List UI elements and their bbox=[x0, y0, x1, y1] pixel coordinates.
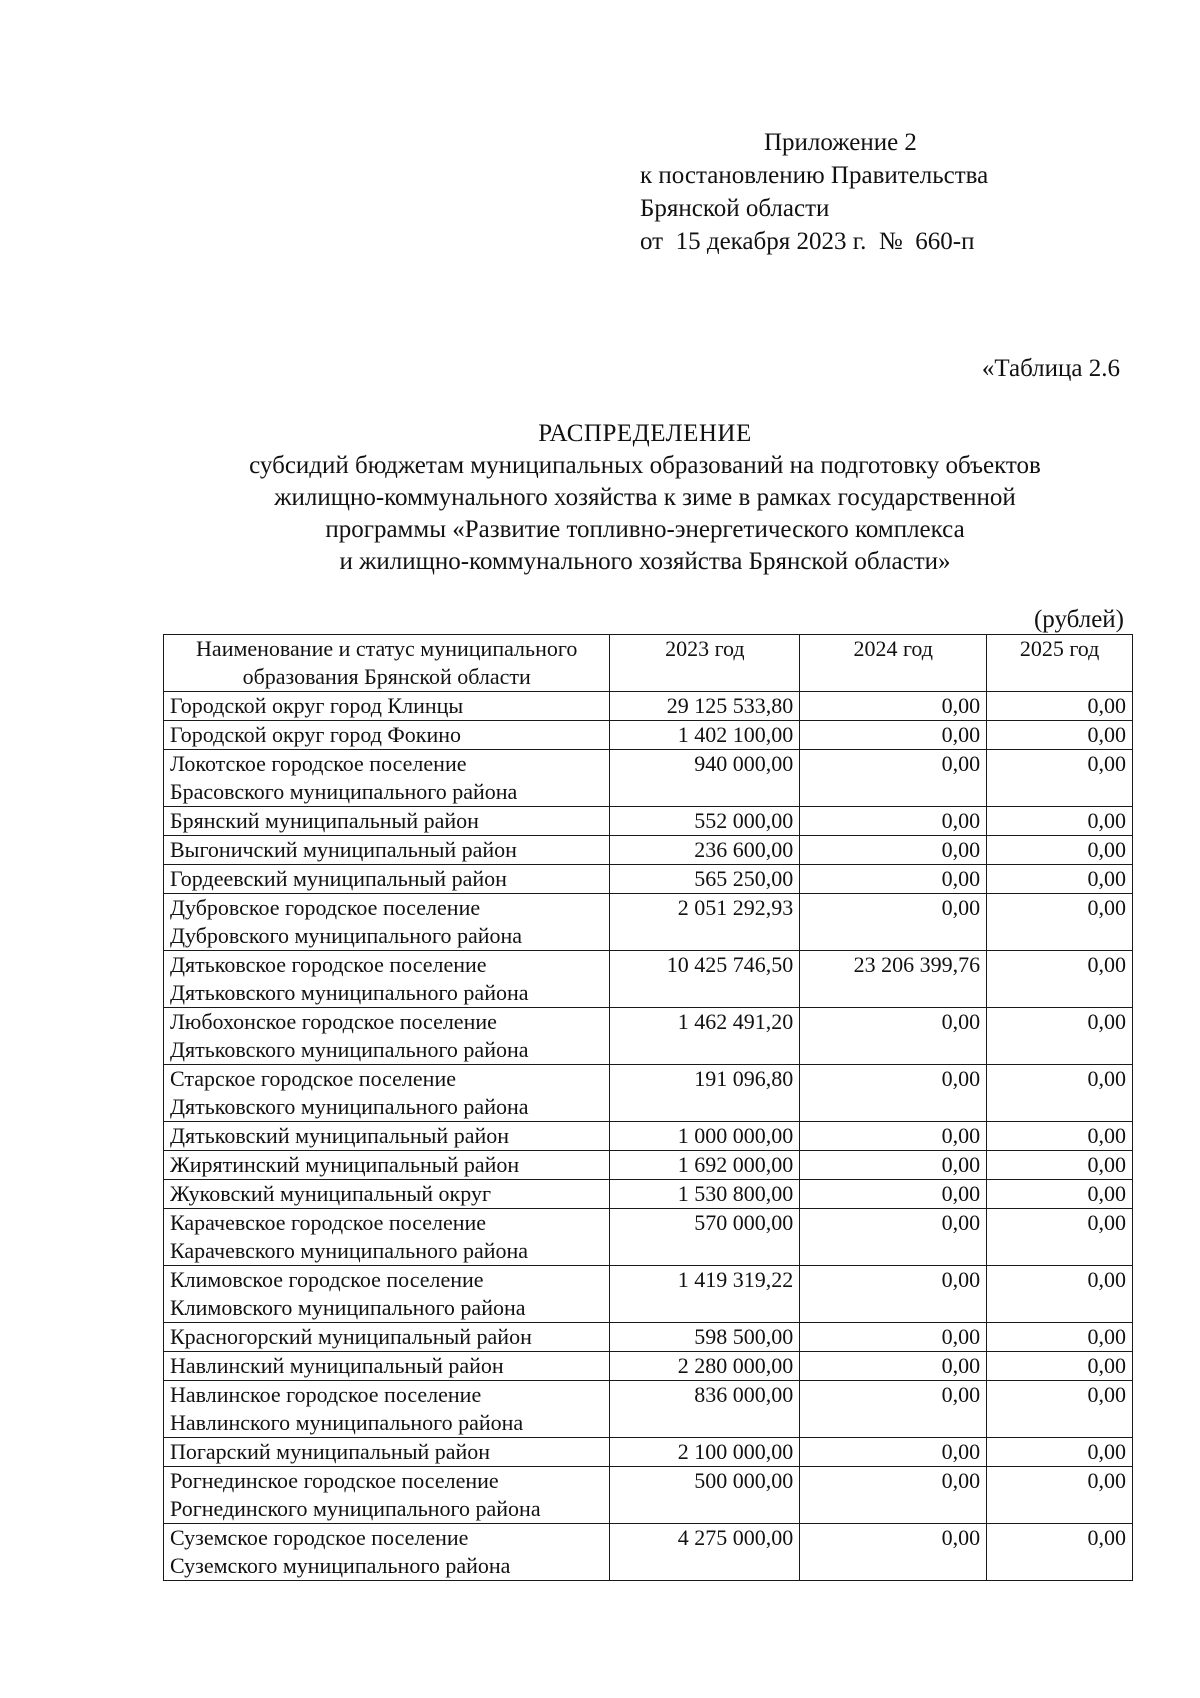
municipality-cell: Климовское городское поселение Климовского муниципального района bbox=[164, 1266, 610, 1323]
table-row bbox=[164, 1122, 1133, 1151]
value-2025-cell: 0,00 bbox=[987, 951, 1133, 1008]
value-2025-cell: 0,00 bbox=[987, 1180, 1133, 1209]
value-2025-cell: 0,00 bbox=[987, 1065, 1133, 1122]
value-2025-cell: 0,00 bbox=[987, 1151, 1133, 1180]
municipality-cell: Погарский муниципальный район bbox=[164, 1438, 610, 1467]
municipality-cell: Жуковский муниципальный округ bbox=[164, 1180, 610, 1209]
value-2023-cell: 500 000,00 bbox=[610, 1467, 800, 1524]
value-2024-cell: 0,00 bbox=[800, 1467, 987, 1524]
municipality-cell: Брянский муниципальный район bbox=[164, 807, 610, 836]
units-label: (рублей) bbox=[1033, 606, 1124, 633]
municipality-cell: Выгоничский муниципальный район bbox=[164, 836, 610, 865]
heading-line-4: и жилищно-коммунального хозяйства Брянской области» bbox=[339, 548, 951, 575]
value-2023-cell: 10 425 746,50 bbox=[610, 951, 800, 1008]
value-2025-cell: 0,00 bbox=[987, 1524, 1133, 1581]
value-2024-cell: 0,00 bbox=[800, 1008, 987, 1065]
table-row bbox=[164, 692, 1133, 721]
value-2024-cell: 0,00 bbox=[800, 1381, 987, 1438]
value-2024-cell: 0,00 bbox=[800, 1266, 987, 1323]
value-2024-cell: 0,00 bbox=[800, 1180, 987, 1209]
municipality-cell: Красногорский муниципальный район bbox=[164, 1323, 610, 1352]
table-row bbox=[164, 1151, 1133, 1180]
heading-line-3: программы «Развитие топливно-энергетического комплекса bbox=[325, 516, 965, 543]
value-2023-cell: 1 402 100,00 bbox=[610, 721, 800, 750]
municipality-cell: Карачевское городское поселение Карачевского муниципального района bbox=[164, 1209, 610, 1266]
municipality-cell: Дубровское городское поселение Дубровского муниципального района bbox=[164, 894, 610, 951]
value-2023-cell: 570 000,00 bbox=[610, 1209, 800, 1266]
municipality-cell: Старское городское поселение Дятьковского муниципального района bbox=[164, 1065, 610, 1122]
value-2024-cell: 0,00 bbox=[800, 1352, 987, 1381]
appendix-line-2: Брянской области bbox=[640, 195, 830, 222]
value-2025-cell: 0,00 bbox=[987, 1381, 1133, 1438]
table-row bbox=[164, 1323, 1133, 1352]
value-2025-cell: 0,00 bbox=[987, 894, 1133, 951]
appendix-line-1: к постановлению Правительства bbox=[640, 162, 989, 189]
value-2023-cell: 236 600,00 bbox=[610, 836, 800, 865]
table-row bbox=[164, 750, 1133, 807]
value-2023-cell: 598 500,00 bbox=[610, 1323, 800, 1352]
table-reference: «Таблица 2.6 bbox=[981, 355, 1120, 382]
value-2024-cell: 0,00 bbox=[800, 1323, 987, 1352]
value-2025-cell: 0,00 bbox=[987, 1122, 1133, 1151]
value-2024-cell: 0,00 bbox=[800, 750, 987, 807]
value-2025-cell: 0,00 bbox=[987, 1467, 1133, 1524]
value-2025-cell: 0,00 bbox=[987, 1352, 1133, 1381]
value-2024-cell: 0,00 bbox=[800, 894, 987, 951]
value-2024-cell: 0,00 bbox=[800, 1438, 987, 1467]
value-2024-cell: 0,00 bbox=[800, 865, 987, 894]
value-2024-cell: 0,00 bbox=[800, 1209, 987, 1266]
value-2025-cell: 0,00 bbox=[987, 1438, 1133, 1467]
table-row bbox=[164, 1438, 1133, 1467]
value-2023-cell: 1 530 800,00 bbox=[610, 1180, 800, 1209]
municipality-cell: Жирятинский муниципальный район bbox=[164, 1151, 610, 1180]
table-row bbox=[164, 1065, 1133, 1122]
municipality-cell: Локотское городское поселение Брасовского муниципального района bbox=[164, 750, 610, 807]
header-2023: 2023 год bbox=[610, 635, 800, 692]
value-2025-cell: 0,00 bbox=[987, 721, 1133, 750]
value-2025-cell: 0,00 bbox=[987, 1266, 1133, 1323]
header-2024: 2024 год bbox=[800, 635, 987, 692]
municipality-cell: Навлинское городское поселение Навлинского муниципального района bbox=[164, 1381, 610, 1438]
distribution-table bbox=[163, 634, 1133, 1581]
table-body bbox=[164, 692, 1133, 1581]
value-2023-cell: 940 000,00 bbox=[610, 750, 800, 807]
municipality-cell: Городской округ город Клинцы bbox=[164, 692, 610, 721]
value-2025-cell: 0,00 bbox=[987, 1209, 1133, 1266]
table-row bbox=[164, 807, 1133, 836]
table-row bbox=[164, 1352, 1133, 1381]
municipality-cell: Суземское городское поселение Суземского муниципального района bbox=[164, 1524, 610, 1581]
table-row bbox=[164, 1266, 1133, 1323]
table-row bbox=[164, 1180, 1133, 1209]
value-2023-cell: 836 000,00 bbox=[610, 1381, 800, 1438]
appendix-block bbox=[640, 126, 988, 258]
heading-line-1: субсидий бюджетам муниципальных образований на подготовку объектов bbox=[249, 452, 1041, 479]
municipality-cell: Дятьковский муниципальный район bbox=[164, 1122, 610, 1151]
table-row bbox=[164, 1381, 1133, 1438]
value-2023-cell: 29 125 533,80 bbox=[610, 692, 800, 721]
value-2023-cell: 191 096,80 bbox=[610, 1065, 800, 1122]
value-2023-cell: 1 419 319,22 bbox=[610, 1266, 800, 1323]
value-2025-cell: 0,00 bbox=[987, 750, 1133, 807]
value-2024-cell: 0,00 bbox=[800, 1065, 987, 1122]
heading-title: РАСПРЕДЕЛЕНИЕ bbox=[538, 420, 752, 447]
value-2025-cell: 0,00 bbox=[987, 1323, 1133, 1352]
header-municipality: Наименование и статус муниципального образования Брянской области bbox=[164, 635, 610, 692]
appendix-title: Приложение 2 bbox=[764, 129, 917, 156]
value-2023-cell: 552 000,00 bbox=[610, 807, 800, 836]
value-2023-cell: 565 250,00 bbox=[610, 865, 800, 894]
value-2025-cell: 0,00 bbox=[987, 692, 1133, 721]
table-header-row bbox=[164, 635, 1133, 692]
value-2024-cell: 23 206 399,76 bbox=[800, 951, 987, 1008]
municipality-cell: Рогнединское городское поселение Рогнединского муниципального района bbox=[164, 1467, 610, 1524]
municipality-cell: Дятьковское городское поселение Дятьковского муниципального района bbox=[164, 951, 610, 1008]
value-2025-cell: 0,00 bbox=[987, 807, 1133, 836]
value-2024-cell: 0,00 bbox=[800, 1151, 987, 1180]
value-2024-cell: 0,00 bbox=[800, 692, 987, 721]
value-2023-cell: 2 100 000,00 bbox=[610, 1438, 800, 1467]
document-heading bbox=[150, 418, 1140, 578]
value-2024-cell: 0,00 bbox=[800, 1524, 987, 1581]
table-row bbox=[164, 836, 1133, 865]
appendix-line-3: от 15 декабря 2023 г. № 660-п bbox=[640, 228, 975, 255]
table-row bbox=[164, 1524, 1133, 1581]
value-2023-cell: 2 051 292,93 bbox=[610, 894, 800, 951]
value-2023-cell: 2 280 000,00 bbox=[610, 1352, 800, 1381]
header-2025: 2025 год bbox=[987, 635, 1133, 692]
value-2024-cell: 0,00 bbox=[800, 836, 987, 865]
municipality-cell: Любохонское городское поселение Дятьковского муниципального района bbox=[164, 1008, 610, 1065]
value-2025-cell: 0,00 bbox=[987, 865, 1133, 894]
value-2023-cell: 1 462 491,20 bbox=[610, 1008, 800, 1065]
table-row bbox=[164, 951, 1133, 1008]
value-2025-cell: 0,00 bbox=[987, 1008, 1133, 1065]
table-row bbox=[164, 865, 1133, 894]
heading-line-2: жилищно-коммунального хозяйства к зиме в рамках государственной bbox=[274, 484, 1016, 511]
value-2023-cell: 4 275 000,00 bbox=[610, 1524, 800, 1581]
table-row bbox=[164, 721, 1133, 750]
value-2025-cell: 0,00 bbox=[987, 836, 1133, 865]
table-row bbox=[164, 894, 1133, 951]
value-2023-cell: 1 000 000,00 bbox=[610, 1122, 800, 1151]
value-2024-cell: 0,00 bbox=[800, 721, 987, 750]
table-row bbox=[164, 1008, 1133, 1065]
municipality-cell: Навлинский муниципальный район bbox=[164, 1352, 610, 1381]
value-2024-cell: 0,00 bbox=[800, 807, 987, 836]
table-row bbox=[164, 1467, 1133, 1524]
value-2024-cell: 0,00 bbox=[800, 1122, 987, 1151]
municipality-cell: Гордеевский муниципальный район bbox=[164, 865, 610, 894]
municipality-cell: Городской округ город Фокино bbox=[164, 721, 610, 750]
table-row bbox=[164, 1209, 1133, 1266]
value-2023-cell: 1 692 000,00 bbox=[610, 1151, 800, 1180]
